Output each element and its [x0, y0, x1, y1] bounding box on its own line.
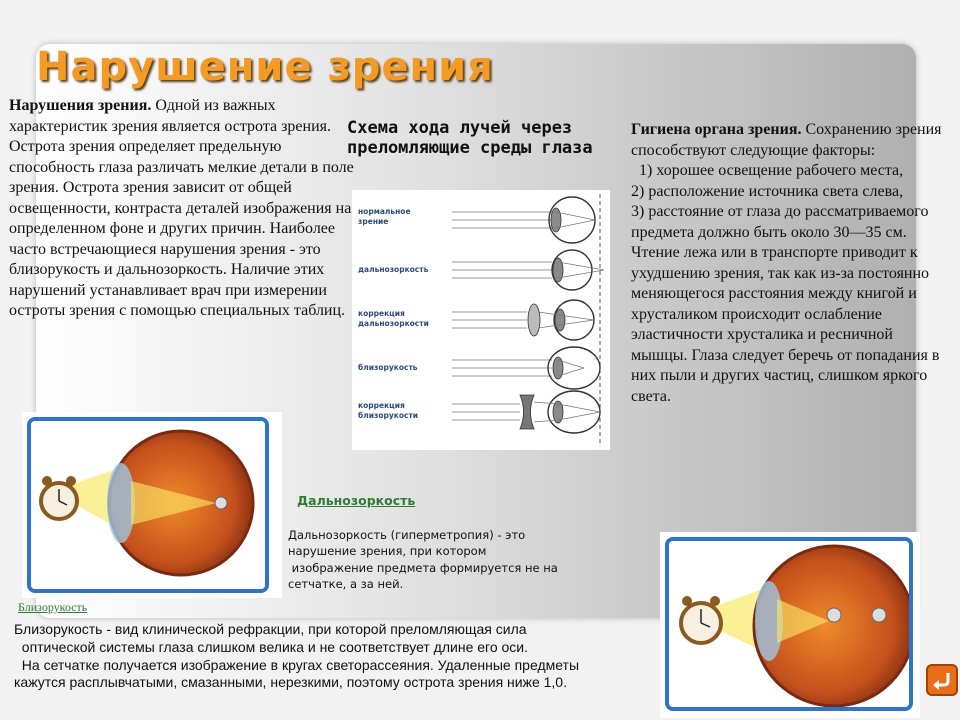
- nearsight-line-1: Близорукость - вид клинической рефракции, при которой преломляющая сила: [14, 621, 527, 637]
- vision-disorders-text: [9, 96, 361, 322]
- page-title: Нарушение зрения: [36, 44, 494, 90]
- farsight-link[interactable]: Дальнозоркость: [297, 493, 416, 508]
- row-nearsight-correction: [358, 391, 600, 433]
- farsight-line-1: Дальнозоркость (гиперметропия) - это: [288, 528, 526, 542]
- vision-disorders-body: Одной из важных характеристик зрения является острота зрения. Острота зрения определяет предельную способность глаза различать мелкие детали в поле зрения. Острота зрения зависит от общей освещенности, контраста деталей изображения на определенном фоне и других причин. Наиболее часто встречающиеся нарушения зрения - это близорукость и дальнозоркость. Наличие этих нарушений устанавливает врач при измерении остроты зрения с помощью специальных таблиц.: [9, 97, 354, 319]
- farsight-image-box: [22, 412, 282, 598]
- farsight-line-3: изображение предмета формируется не на: [288, 560, 558, 575]
- label-farsight: дальнозоркость: [358, 265, 429, 274]
- nearsight-image-frame: [665, 537, 913, 711]
- label-nearsight: близорукость: [358, 363, 418, 372]
- ray-path-diagram: [352, 190, 610, 450]
- return-button[interactable]: [926, 664, 958, 696]
- nearsight-line-2: оптической системы глаза слишком велика и не соответствует длине его оси.: [14, 638, 529, 655]
- scheme-title: Схема хода лучей через преломляющие среды глаза: [347, 118, 593, 158]
- row-farsight-correction: [358, 300, 594, 340]
- alarm-clock-icon: [41, 476, 77, 519]
- farsight-image-frame: [27, 417, 269, 593]
- row-farsight: [358, 250, 604, 290]
- label-corr-far-2: дальнозоркости: [358, 319, 429, 328]
- hygiene-paragraph: Чтение лежа или в транспорте приводит к ухудшению зрения, так как из-за постоянно меняющегося расстояния между книгой и хрусталиком происходит ослабление эластичности хрусталика и ресничной мышцы. Глаза следует беречь от попадания в них пыли и других частиц, слишком яркого света.: [631, 244, 940, 405]
- nearsight-eye-illustration: [669, 541, 909, 707]
- vision-disorders-heading: Нарушения зрения.: [9, 97, 152, 114]
- return-arrow-icon: [931, 669, 953, 691]
- label-normal-2: зрение: [358, 217, 389, 226]
- nearsight-line-3: На сетчатке получается изображение в кругах светорассеяния. Удаленные предметы: [14, 656, 580, 673]
- farsight-line-4: сетчатке, а за ней.: [288, 576, 404, 591]
- nearsight-link[interactable]: Близорукость: [18, 600, 88, 614]
- farsight-eye-illustration: [31, 421, 265, 589]
- nearsight-description: [14, 621, 674, 692]
- label-corr-far-1: коррекция: [358, 309, 405, 318]
- eye-hygiene-text: [631, 120, 953, 407]
- hygiene-item-2: 2) расположение источника света слева,: [631, 182, 904, 200]
- eye-hygiene-heading: Гигиена органа зрения.: [631, 121, 802, 138]
- label-corr-near-2: близорукости: [358, 411, 419, 420]
- hygiene-item-1: 1) хорошее освещение рабочего места,: [631, 162, 904, 179]
- row-normal: [358, 197, 595, 243]
- eye-hygiene-intro: Сохранению зрения способствуют следующие факторы:: [631, 121, 942, 159]
- row-nearsight: [358, 347, 600, 389]
- label-normal-1: нормальное: [358, 207, 411, 216]
- nearsight-line-4: кажутся расплывчатыми, смазанными, нерезкими, поэтому острота зрения ниже 1,0.: [14, 674, 567, 691]
- alarm-clock-icon: [681, 596, 721, 643]
- nearsight-image-box: [660, 532, 920, 718]
- hygiene-item-3: 3) расстояние от глаза до рассматриваемого предмета должно быть около 30—35 см.: [631, 203, 929, 241]
- farsight-line-2: нарушение зрения, при котором: [288, 544, 487, 559]
- farsight-description: [288, 527, 588, 592]
- label-corr-near-1: коррекция: [358, 401, 405, 410]
